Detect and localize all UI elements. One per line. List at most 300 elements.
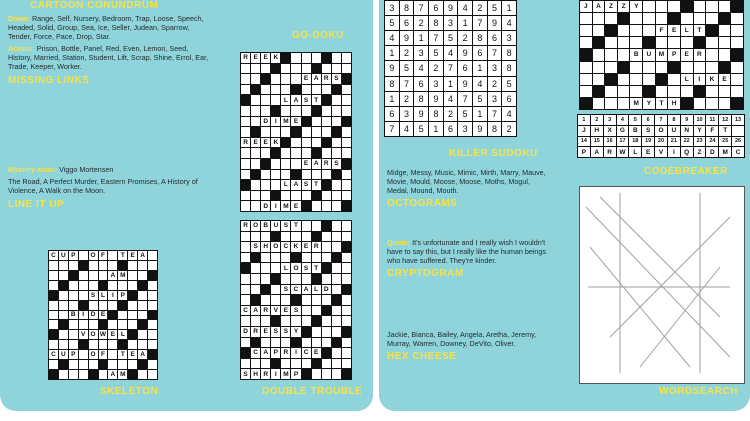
double-trouble-cell: S (281, 327, 290, 337)
codebreaker-cell (618, 13, 630, 24)
go-doku-cell (332, 53, 341, 63)
double-trouble-cell (291, 316, 300, 326)
codebreaker-cell (719, 62, 731, 73)
double-trouble-cell (332, 253, 341, 263)
sudoku-cell: 1 (458, 16, 472, 30)
codebreaker-heading: CODEBREAKER (644, 166, 728, 177)
line-it-up-mystery-label: Mystery actor: (8, 165, 58, 174)
codebreaker-key-letter: F (706, 126, 718, 136)
sudoku-cell: 2 (488, 77, 502, 91)
double-trouble-cell: K (291, 242, 300, 252)
double-trouble-cell (332, 369, 341, 379)
go-doku-cell (302, 201, 311, 211)
go-doku-cell (251, 159, 260, 169)
codebreaker-cell (618, 37, 630, 48)
codebreaker-cell: E (681, 49, 693, 60)
hex-cheese-panel (387, 330, 547, 400)
skeleton-cell: U (59, 251, 68, 260)
double-trouble-cell (312, 327, 321, 337)
go-doku-cell (342, 117, 351, 127)
go-doku-cell (342, 201, 351, 211)
double-trouble-cell (241, 253, 250, 263)
codebreaker-key-letter: Z (694, 147, 706, 157)
double-trouble-cell (241, 359, 250, 369)
codebreaker-cell (605, 62, 617, 73)
skeleton-cell (99, 360, 108, 369)
sudoku-cell: 2 (458, 31, 472, 45)
skeleton-cell (148, 311, 157, 320)
go-doku-cell (342, 74, 351, 84)
double-trouble-cell (261, 253, 270, 263)
go-doku-cell (312, 191, 321, 201)
codebreaker-cell (643, 37, 655, 48)
double-trouble-cell (241, 263, 250, 273)
go-doku-cell (291, 148, 300, 158)
go-doku-cell (302, 148, 311, 158)
codebreaker-cell: J (580, 1, 592, 12)
go-doku-cell (312, 64, 321, 74)
double-trouble-cell (302, 338, 311, 348)
go-doku-cell (322, 180, 331, 190)
codebreaker-cell (681, 86, 693, 97)
codebreaker-key-number: 22 (681, 137, 693, 147)
codebreaker-cell (668, 86, 680, 97)
double-trouble-cell (302, 327, 311, 337)
missing-links-across-label: Across: (8, 44, 35, 53)
double-trouble-cell: D (322, 285, 331, 295)
double-trouble-cell: L (281, 263, 290, 273)
double-trouble-cell (342, 274, 351, 284)
double-trouble-cell (322, 316, 331, 326)
codebreaker-key-letter: A (591, 147, 603, 157)
codebreaker-key-number: 4 (617, 115, 629, 125)
skeleton-cell (69, 330, 78, 339)
skeleton-cell (118, 261, 127, 270)
double-trouble-cell: R (312, 242, 321, 252)
skeleton-cell (79, 251, 88, 260)
go-doku-cell: A (291, 180, 300, 190)
skeleton-cell (148, 330, 157, 339)
sudoku-cell: 5 (488, 1, 502, 15)
sudoku-cell: 9 (473, 122, 487, 136)
sudoku-cell: 9 (429, 92, 443, 106)
codebreaker-cell: Z (605, 1, 617, 12)
codebreaker-cell (668, 74, 680, 85)
go-doku-cell (312, 201, 321, 211)
codebreaker-cell: Z (618, 1, 630, 12)
double-trouble-cell (251, 359, 260, 369)
sudoku-cell: 5 (473, 92, 487, 106)
skeleton-cell: C (49, 350, 58, 359)
codebreaker-cell: P (668, 49, 680, 60)
double-trouble-cell (342, 221, 351, 231)
codebreaker-cell (656, 86, 668, 97)
skeleton-cell (79, 281, 88, 290)
double-trouble-cell (322, 263, 331, 273)
skeleton-cell (89, 340, 98, 349)
skeleton-cell (138, 340, 147, 349)
double-trouble-cell (342, 253, 351, 263)
go-doku-cell (291, 138, 300, 148)
double-trouble-cell (342, 285, 351, 295)
skeleton-cell (69, 320, 78, 329)
go-doku-cell: K (271, 53, 280, 63)
skeleton-cell: A (108, 370, 117, 379)
skeleton-cell: C (49, 251, 58, 260)
skeleton-cell (79, 370, 88, 379)
double-trouble-cell: Y (291, 327, 300, 337)
double-trouble-cell: P (291, 369, 300, 379)
double-trouble-cell (271, 316, 280, 326)
double-trouble-cell: B (261, 221, 270, 231)
double-trouble-cell (322, 348, 331, 358)
go-doku-cell (291, 127, 300, 137)
killer-sudoku-heading: KILLER SUDOKU (449, 148, 538, 159)
skeleton-cell: M (120, 271, 126, 279)
go-doku-cell (332, 117, 341, 127)
codebreaker-cell: A (593, 1, 605, 12)
go-doku-cell (332, 191, 341, 201)
codebreaker-key-number: 21 (668, 137, 680, 147)
skeleton-cell (69, 291, 78, 300)
skeleton-cell (49, 330, 58, 339)
sudoku-cell: 7 (488, 107, 502, 121)
skeleton-cell (108, 311, 117, 320)
go-doku-cell (251, 180, 260, 190)
skeleton-cell (128, 271, 137, 280)
codebreaker-cell (681, 37, 693, 48)
skeleton-cell (108, 320, 117, 329)
codebreaker-cell (731, 1, 743, 12)
codebreaker-cell (630, 74, 642, 85)
codebreaker-cell: H (668, 98, 680, 109)
skeleton-cell: F (99, 350, 108, 359)
codebreaker-cell (618, 49, 630, 60)
double-trouble-cell (332, 221, 341, 231)
double-trouble-cell (332, 359, 341, 369)
go-doku-cell (241, 106, 250, 116)
codebreaker-cell (593, 49, 605, 60)
skeleton-cell (99, 271, 108, 280)
skeleton-heading-panel (100, 386, 220, 400)
go-doku-cell (251, 117, 260, 127)
go-doku-cell (302, 127, 311, 137)
go-doku-cell (342, 64, 351, 74)
skeleton-cell: P (69, 251, 78, 260)
double-trouble-cell (322, 274, 331, 284)
go-doku-cell (271, 170, 280, 180)
skeleton-cell: B (69, 311, 78, 320)
sudoku-cell: 7 (444, 61, 458, 75)
go-doku-cell (291, 159, 300, 169)
double-trouble-cell (302, 359, 311, 369)
go-doku-cell (241, 64, 250, 74)
octograms-text: Midge, Messy, Music, Mimic, Mirth, Marry, Mauve, Movie, Mould, Moose, Moose, Moths, Mogul, Medal, Mound, Mouth. (387, 168, 546, 195)
go-doku-cell (241, 95, 250, 105)
double-trouble-cell (312, 232, 321, 242)
codebreaker-cell (706, 62, 718, 73)
left-page (0, 0, 373, 411)
codebreaker-cell (605, 74, 617, 85)
skeleton-cell (138, 311, 147, 320)
skeleton-cell: M (120, 371, 126, 379)
codebreaker-key-letter: C (732, 147, 744, 157)
skeleton-cell (59, 261, 68, 270)
codebreaker-key-number: 13 (732, 115, 744, 125)
go-doku-cell (302, 106, 311, 116)
line-it-up-panel (8, 165, 208, 245)
double-trouble-cell (241, 316, 250, 326)
go-doku-cell (241, 170, 250, 180)
sudoku-cell: 5 (400, 61, 414, 75)
codebreaker-cell (630, 25, 642, 36)
go-doku-cell (241, 85, 250, 95)
double-trouble-cell (342, 242, 351, 252)
codebreaker-key-number: 26 (732, 137, 744, 147)
codebreaker-key-letter: I (668, 147, 680, 157)
codebreaker-cell (643, 62, 655, 73)
codebreaker-key-letter: W (617, 147, 629, 157)
cryptogram-quote-label: Quote: (387, 238, 411, 247)
sudoku-cell: 9 (414, 107, 428, 121)
skeleton-cell (128, 340, 137, 349)
wordsearch-heading: WORDSEARCH (659, 386, 738, 397)
codebreaker-cell (656, 62, 668, 73)
codebreaker-cell: L (681, 25, 693, 36)
go-doku-cell (261, 85, 270, 95)
go-doku-cell (312, 138, 321, 148)
skeleton-cell (128, 261, 137, 270)
skeleton-cell (108, 261, 117, 270)
sudoku-cell: 6 (502, 92, 516, 106)
double-trouble-cell (271, 263, 280, 273)
double-trouble-cell: O (291, 263, 300, 273)
go-doku-cell: E (291, 201, 300, 211)
go-doku-cell (332, 85, 341, 95)
go-doku-cell: A (291, 95, 300, 105)
codebreaker-cell (694, 13, 706, 24)
go-doku-cell: A (312, 74, 321, 84)
codebreaker-key-grid (577, 114, 745, 158)
codebreaker-cell (706, 49, 718, 60)
double-trouble-cell (241, 348, 250, 358)
go-doku-cell (291, 170, 300, 180)
go-doku-cell (322, 53, 331, 63)
cryptogram-quote-text: It's unfortunate and I really wish I wouldn't have to say this, but I really like the human beings who have suffered. They're kinder. (387, 238, 547, 265)
skeleton-cell (128, 330, 137, 339)
skeleton-cell (148, 281, 157, 290)
go-doku-cell (271, 106, 280, 116)
double-trouble-cell (261, 232, 270, 242)
cartoon-conundrum-heading: CARTOON CONUNDRUM (30, 0, 159, 11)
double-trouble-cell (271, 253, 280, 263)
codebreaker-key-letter: Q (681, 147, 693, 157)
double-trouble-cell: V (271, 306, 280, 316)
skeleton-cell: O (90, 351, 96, 359)
go-doku-cell (261, 159, 270, 169)
skeleton-cell (128, 301, 137, 310)
skeleton-cell (59, 301, 68, 310)
skeleton-cell: V (79, 330, 88, 339)
double-trouble-cell (342, 348, 351, 358)
double-trouble-cell (342, 263, 351, 273)
sudoku-cell: 8 (488, 122, 502, 136)
codebreaker-key-letter: R (604, 147, 616, 157)
go-doku-cell (332, 64, 341, 74)
double-trouble-cell (291, 274, 300, 284)
double-trouble-cell (302, 253, 311, 263)
double-trouble-cell (261, 316, 270, 326)
go-doku-cell (261, 95, 270, 105)
go-doku-cell (332, 148, 341, 158)
go-doku-cell (271, 191, 280, 201)
sudoku-cell: 4 (444, 46, 458, 60)
codebreaker-cell (719, 1, 731, 12)
skeleton-cell (79, 271, 88, 280)
codebreaker-cell: E (719, 74, 731, 85)
go-doku-cell (322, 148, 331, 158)
codebreaker-cell: Y (630, 1, 642, 12)
skeleton-cell (108, 350, 117, 359)
double-trouble-cell (312, 359, 321, 369)
codebreaker-cell (643, 1, 655, 12)
double-trouble-cell (261, 295, 270, 305)
skeleton-cell: E (99, 311, 108, 320)
codebreaker-key-letter: O (655, 126, 667, 136)
go-doku-cell (251, 170, 260, 180)
sudoku-cell: 6 (429, 1, 443, 15)
skeleton-cell (118, 281, 127, 290)
go-doku-cell (322, 201, 331, 211)
codebreaker-cell (580, 74, 592, 85)
sudoku-cell: 3 (385, 1, 399, 15)
codebreaker-cell (656, 37, 668, 48)
codebreaker-cell: I (694, 74, 706, 85)
double-trouble-cell: R (261, 369, 270, 379)
codebreaker-cell (630, 86, 642, 97)
skeleton-cell: T (118, 251, 127, 260)
killer-sudoku-heading-panel (449, 148, 559, 162)
go-doku-cell (291, 74, 300, 84)
double-trouble-cell (312, 253, 321, 263)
skeleton-cell (99, 320, 108, 329)
codebreaker-key-letter (732, 126, 744, 136)
double-trouble-cell (281, 253, 290, 263)
codebreaker-key-number: 18 (629, 137, 641, 147)
octograms-panel (387, 168, 547, 230)
codebreaker-cell (706, 25, 718, 36)
go-doku-cell (342, 180, 351, 190)
sudoku-cell: 3 (400, 107, 414, 121)
codebreaker-cell (694, 62, 706, 73)
cartoon-conundrum-panel (30, 0, 190, 14)
sudoku-cell: 3 (488, 92, 502, 106)
go-doku-cell (241, 180, 250, 190)
codebreaker-cell (694, 37, 706, 48)
codebreaker-cell (643, 25, 655, 36)
skeleton-cell (148, 261, 157, 270)
codebreaker-cell (668, 62, 680, 73)
sudoku-cell: 8 (502, 61, 516, 75)
codebreaker-key-letter: N (681, 126, 693, 136)
codebreaker-cell (681, 1, 693, 12)
codebreaker-cell (656, 74, 668, 85)
codebreaker-key-letter: U (668, 126, 680, 136)
sudoku-cell: 2 (444, 107, 458, 121)
go-doku-cell (291, 64, 300, 74)
sudoku-cell: 5 (429, 46, 443, 60)
double-trouble-cell: L (312, 285, 321, 295)
double-trouble-cell: C (302, 348, 311, 358)
go-doku-cell (312, 127, 321, 137)
codebreaker-cell (618, 98, 630, 109)
codebreaker-cell (719, 98, 731, 109)
double-trouble-cell: S (291, 306, 300, 316)
skeleton-cell (118, 320, 127, 329)
double-trouble-cell (312, 274, 321, 284)
go-doku-cell (342, 95, 351, 105)
codebreaker-key-number: 23 (694, 137, 706, 147)
skeleton-cell (59, 370, 68, 379)
double-trouble-cell (251, 338, 260, 348)
double-trouble-cell: C (251, 348, 260, 358)
codebreaker-cell (694, 1, 706, 12)
skeleton-cell (138, 370, 147, 379)
double-trouble-cell (332, 232, 341, 242)
codebreaker-cell (605, 98, 617, 109)
skeleton-cell: E (108, 330, 117, 339)
line-it-up-mystery-value: Viggo Mortensen (59, 165, 114, 174)
sudoku-cell: 4 (385, 31, 399, 45)
skeleton-cell: P (69, 350, 78, 359)
go-doku-cell (322, 106, 331, 116)
skeleton-cell (99, 281, 108, 290)
sudoku-cell: 2 (502, 122, 516, 136)
double-trouble-cell: S (251, 242, 260, 252)
codebreaker-key-number: 5 (629, 115, 641, 125)
double-trouble-cell (342, 369, 351, 379)
go-doku-cell (271, 85, 280, 95)
go-doku-cell (281, 148, 290, 158)
skeleton-cell (128, 281, 137, 290)
codebreaker-cell (580, 25, 592, 36)
octograms-heading: OCTOGRAMS (387, 198, 458, 209)
codebreaker-cell (656, 1, 668, 12)
codebreaker-key-number: 9 (681, 115, 693, 125)
skeleton-cell (59, 330, 68, 339)
double-trouble-cell (322, 369, 331, 379)
skeleton-cell: S (89, 291, 98, 300)
codebreaker-cell (731, 37, 743, 48)
codebreaker-key-letter: D (706, 147, 718, 157)
double-trouble-cell (322, 327, 331, 337)
go-doku-cell (281, 85, 290, 95)
go-doku-cell (302, 64, 311, 74)
double-trouble-cell: C (241, 306, 250, 316)
skeleton-cell (89, 320, 98, 329)
skeleton-cell: A (138, 350, 147, 359)
codebreaker-cell (618, 25, 630, 36)
codebreaker-cell (580, 37, 592, 48)
skeleton-cell (49, 311, 58, 320)
sudoku-cell: 8 (429, 16, 443, 30)
double-trouble-cell (302, 306, 311, 316)
skeleton-cell (99, 261, 108, 270)
go-doku-cell (302, 191, 311, 201)
double-trouble-cell: A (302, 285, 311, 295)
sudoku-cell: 5 (444, 31, 458, 45)
sudoku-cell: 9 (400, 31, 414, 45)
